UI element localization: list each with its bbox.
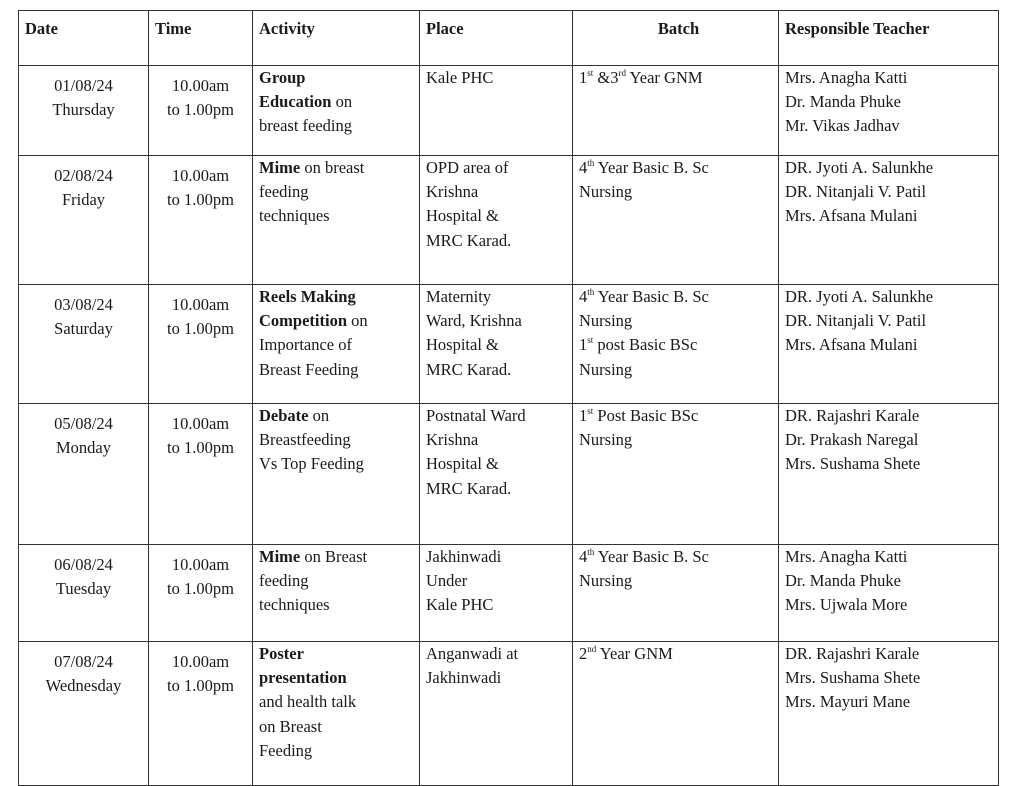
table-row (19, 156, 999, 285)
text-run: Education (259, 92, 332, 112)
place-line: Ward, Krishna (426, 311, 522, 331)
activity-line (259, 690, 419, 714)
batch-line (579, 428, 778, 452)
text-run: Nursing (579, 571, 633, 591)
batch-line (579, 569, 778, 593)
time-cell (149, 642, 253, 786)
place-line: Postnatal Ward (426, 406, 526, 425)
time-cell (149, 156, 253, 285)
teacher-cell (779, 404, 999, 545)
text-run: Year GNM (596, 644, 673, 663)
header-place: Place (420, 11, 573, 66)
text-run: Nursing (579, 359, 633, 379)
activity-line (259, 309, 419, 333)
time-end: to 1.00pm (167, 190, 234, 210)
activity-cell (253, 285, 420, 404)
text-run: on (331, 92, 353, 112)
ordinal-suffix: th (587, 157, 595, 168)
header-date: Date (19, 11, 149, 66)
teacher-name: DR. Nitanjali V. Patil (785, 182, 927, 202)
text-run: post Basic BSc (593, 335, 698, 355)
activity-line (259, 333, 419, 357)
place-line: Kale PHC (426, 68, 494, 87)
text-run: Year Basic B. Sc (594, 287, 709, 306)
teacher-name: Mr. Vikas Jadhav (785, 116, 900, 136)
text-run: 4 (579, 158, 588, 177)
text-run: Reels Making (259, 287, 356, 306)
place-line: Kale PHC (426, 595, 494, 615)
batch-line (579, 642, 778, 666)
place-line: Hospital & (426, 335, 499, 355)
teacher-name: Mrs. Afsana Mulani (785, 335, 918, 355)
place-line: Jakhinwadi (426, 668, 502, 688)
text-run: breast feeding (259, 116, 352, 136)
text-run: Importance of (259, 335, 352, 355)
teacher-name: Dr. Manda Phuke (785, 571, 901, 591)
ordinal-suffix: st (587, 334, 594, 345)
place-cell (420, 642, 573, 786)
activity-cell (253, 66, 420, 156)
place-line: MRC Karad. (426, 359, 512, 379)
teacher-name: DR. Jyoti A. Salunkhe (785, 158, 934, 177)
activity-line (259, 715, 419, 739)
ordinal-suffix: th (587, 546, 595, 557)
table-row (19, 285, 999, 404)
teacher-name: Mrs. Anagha Katti (785, 68, 908, 87)
batch-line (579, 404, 778, 428)
place-line: OPD area of (426, 158, 509, 177)
date-value: 03/08/24 (54, 295, 113, 314)
text-run: on (308, 406, 330, 425)
text-run: on (347, 311, 368, 331)
time-end: to 1.00pm (167, 438, 234, 458)
time-start: 10.00am (171, 295, 230, 314)
activity-line (259, 204, 419, 228)
day-value: Thursday (52, 100, 115, 120)
text-run: techniques (259, 206, 330, 226)
date-cell (19, 285, 149, 404)
text-run: 2 (579, 644, 588, 663)
time-end: to 1.00pm (167, 319, 234, 339)
table-row (19, 66, 999, 156)
table-row (19, 404, 999, 545)
activity-line (259, 66, 419, 90)
time-cell (149, 404, 253, 545)
ordinal-suffix: st (587, 67, 594, 78)
activity-cell (253, 545, 420, 642)
header-time: Time (149, 11, 253, 66)
place-line: MRC Karad. (426, 230, 512, 250)
text-run: Year Basic B. Sc (594, 547, 709, 566)
teacher-name: DR. Jyoti A. Salunkhe (785, 287, 934, 306)
text-run: Vs Top Feeding (259, 454, 364, 474)
place-cell (420, 285, 573, 404)
header-row (19, 11, 999, 66)
activity-line (259, 358, 419, 382)
text-run: Group (259, 68, 306, 87)
date-value: 02/08/24 (54, 166, 113, 185)
text-run: Competition (259, 311, 347, 331)
teacher-name: Mrs. Ujwala More (785, 595, 908, 615)
activity-line (259, 569, 419, 593)
day-value: Friday (61, 190, 106, 210)
date-value: 06/08/24 (54, 555, 113, 574)
date-value: 05/08/24 (54, 414, 113, 433)
table-row (19, 642, 999, 786)
time-cell (149, 545, 253, 642)
ordinal-suffix: rd (618, 67, 626, 78)
batch-line (579, 285, 778, 309)
time-start: 10.00am (171, 652, 230, 671)
activity-line (259, 404, 419, 428)
place-line: Jakhinwadi (426, 547, 502, 566)
day-value: Saturday (54, 319, 113, 339)
teacher-cell (779, 545, 999, 642)
text-run: Year GNM (625, 68, 703, 87)
place-line: Hospital & (426, 206, 499, 226)
place-line: Under (426, 571, 468, 591)
text-run: Nursing (579, 182, 633, 202)
text-run: 1 (579, 335, 588, 355)
teacher-name: Mrs. Sushama Shete (785, 668, 921, 688)
batch-line (579, 309, 778, 333)
batch-cell (573, 642, 779, 786)
teacher-cell (779, 285, 999, 404)
activity-line (259, 739, 419, 763)
activity-line (259, 156, 419, 180)
date-cell (19, 642, 149, 786)
time-end: to 1.00pm (167, 676, 234, 696)
text-run: Nursing (579, 311, 633, 331)
schedule-table (18, 10, 999, 786)
place-cell (420, 156, 573, 285)
batch-line (579, 180, 778, 204)
batch-line (579, 66, 778, 90)
text-run: on Breast (259, 716, 322, 736)
teacher-cell (779, 66, 999, 156)
day-value: Tuesday (55, 579, 112, 599)
date-cell (19, 66, 149, 156)
table-row (19, 545, 999, 642)
place-line: Krishna (426, 182, 479, 202)
activity-line (259, 593, 419, 617)
activity-line (259, 545, 419, 569)
date-value: 01/08/24 (54, 76, 113, 95)
text-run: Debate (259, 406, 309, 425)
text-run: Nursing (579, 430, 633, 450)
activity-line (259, 114, 419, 138)
batch-line (579, 358, 778, 382)
activity-line (259, 180, 419, 204)
batch-cell (573, 156, 779, 285)
place-line: Maternity (426, 287, 492, 306)
time-start: 10.00am (171, 76, 230, 95)
teacher-name: DR. Nitanjali V. Patil (785, 311, 927, 331)
teacher-name: Dr. Manda Phuke (785, 92, 901, 112)
time-start: 10.00am (171, 414, 230, 433)
time-end: to 1.00pm (167, 579, 234, 599)
time-cell (149, 66, 253, 156)
place-line: Hospital & (426, 454, 499, 474)
header-teacher: Responsible Teacher (779, 11, 999, 66)
batch-cell (573, 404, 779, 545)
text-run: Mime (259, 547, 301, 566)
activity-cell (253, 156, 420, 285)
teacher-name: Mrs. Mayuri Mane (785, 692, 911, 712)
teacher-name: Mrs. Sushama Shete (785, 454, 921, 474)
teacher-name: Mrs. Afsana Mulani (785, 206, 918, 226)
teacher-cell (779, 642, 999, 786)
header-batch: Batch (573, 11, 779, 66)
batch-line (579, 333, 778, 357)
date-cell (19, 545, 149, 642)
activity-line (259, 285, 419, 309)
activity-line (259, 428, 419, 452)
text-run: 4 (579, 547, 588, 566)
activity-cell (253, 404, 420, 545)
place-line: Anganwadi at (426, 644, 519, 663)
teacher-name: DR. Rajashri Karale (785, 644, 920, 663)
time-end: to 1.00pm (167, 100, 234, 120)
text-run: and health talk (259, 692, 357, 712)
header-activity: Activity (253, 11, 420, 66)
activity-cell (253, 642, 420, 786)
text-run: 1 (579, 68, 588, 87)
activity-line (259, 90, 419, 114)
text-run: feeding (259, 571, 309, 591)
day-value: Wednesday (45, 676, 122, 696)
text-run: on breast (300, 158, 365, 177)
activity-line (259, 642, 419, 666)
text-run: Poster (259, 644, 304, 663)
batch-cell (573, 545, 779, 642)
text-run: &3 (593, 68, 619, 87)
time-start: 10.00am (171, 555, 230, 574)
date-cell (19, 156, 149, 285)
teacher-cell (779, 156, 999, 285)
batch-line (579, 545, 778, 569)
batch-cell (573, 285, 779, 404)
place-line: Krishna (426, 430, 479, 450)
date-cell (19, 404, 149, 545)
place-line: MRC Karad. (426, 478, 512, 498)
text-run: 4 (579, 287, 588, 306)
teacher-name: Mrs. Anagha Katti (785, 547, 908, 566)
date-value: 07/08/24 (54, 652, 113, 671)
place-cell (420, 66, 573, 156)
ordinal-suffix: th (587, 286, 595, 297)
batch-cell (573, 66, 779, 156)
text-run: Mime (259, 158, 301, 177)
text-run: Post Basic BSc (593, 406, 699, 425)
text-run: feeding (259, 182, 309, 202)
time-start: 10.00am (171, 166, 230, 185)
teacher-name: DR. Rajashri Karale (785, 406, 920, 425)
activity-line (259, 666, 419, 690)
place-cell (420, 545, 573, 642)
text-run: 1 (579, 406, 588, 425)
text-run: presentation (259, 668, 347, 688)
activity-line (259, 452, 419, 476)
teacher-name: Dr. Prakash Naregal (785, 430, 919, 450)
text-run: Year Basic B. Sc (594, 158, 709, 177)
time-cell (149, 285, 253, 404)
ordinal-suffix: nd (587, 643, 597, 654)
batch-line (579, 156, 778, 180)
ordinal-suffix: st (587, 405, 594, 416)
text-run: on Breast (300, 547, 368, 566)
text-run: Feeding (259, 740, 313, 760)
text-run: techniques (259, 595, 330, 615)
day-value: Monday (56, 438, 111, 458)
text-run: Breastfeeding (259, 430, 351, 450)
place-cell (420, 404, 573, 545)
text-run: Breast Feeding (259, 359, 359, 379)
